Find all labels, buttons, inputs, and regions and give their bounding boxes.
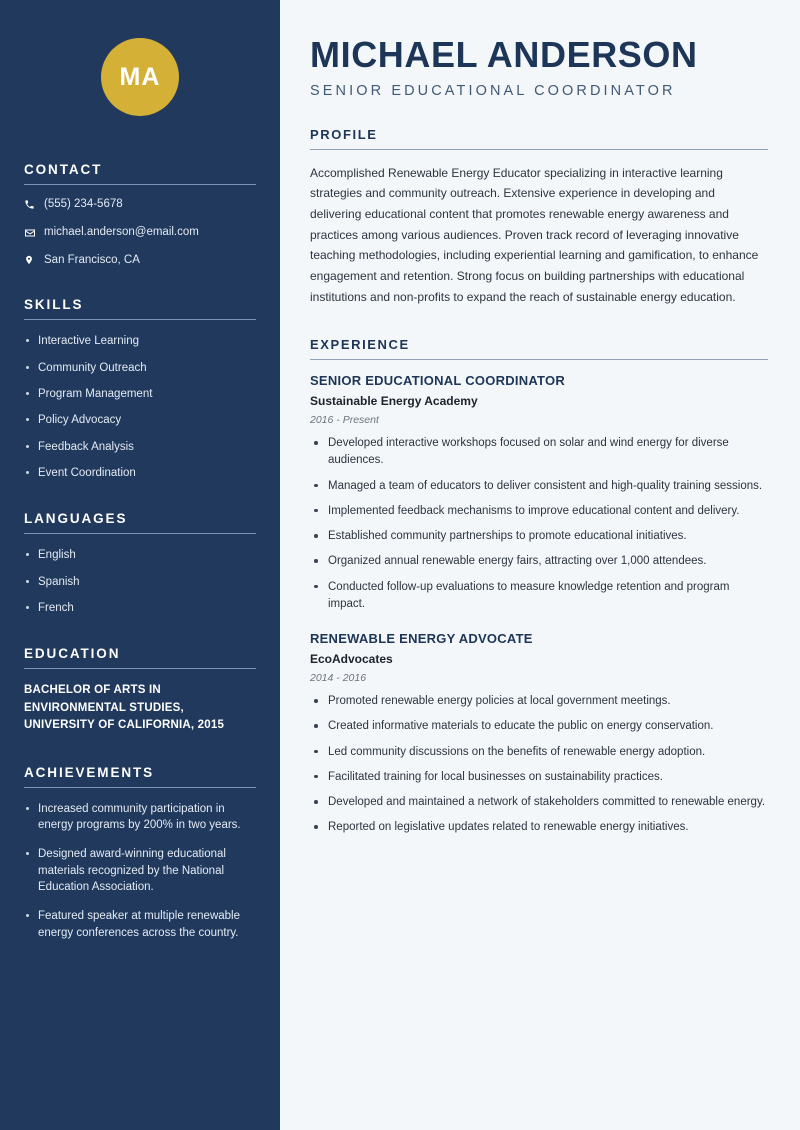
- list-item: Developed and maintained a network of stakeholders committed to renewable energy.: [310, 794, 768, 811]
- education-section: [24, 646, 256, 734]
- envelope-icon: [24, 227, 44, 239]
- profile-section: [310, 127, 768, 307]
- contact-location-row[interactable]: [24, 254, 256, 268]
- skills-heading: SKILLS: [24, 297, 84, 313]
- skills-section: [24, 297, 256, 481]
- avatar-container: [24, 0, 256, 162]
- contact-email-value: michael.anderson@email.com: [44, 225, 199, 238]
- professional-subtitle: SENIOR EDUCATIONAL COORDINATOR: [310, 82, 676, 99]
- contact-location-value: San Francisco, CA: [44, 253, 140, 266]
- job-bullet-list: [310, 435, 768, 613]
- contact-section: [24, 162, 256, 267]
- main-content: [280, 0, 800, 1130]
- job-company: EcoAdvocates: [310, 652, 393, 667]
- map-pin-icon: [24, 254, 44, 266]
- languages-divider: [24, 533, 256, 534]
- list-item: Increased community participation in energy programs by 200% in two years.: [24, 801, 256, 834]
- list-item: Led community discussions on the benefits of renewable energy adoption.: [310, 744, 768, 761]
- job-title: RENEWABLE ENERGY ADVOCATE: [310, 631, 533, 647]
- list-item: Established community partnerships to promote educational initiatives.: [310, 528, 768, 545]
- list-item: Reported on legislative updates related to renewable energy initiatives.: [310, 819, 768, 836]
- list-item: Feedback Analysis: [24, 439, 256, 455]
- profile-divider: [310, 149, 768, 150]
- list-item: Facilitated training for local businesses on sustainability practices.: [310, 769, 768, 786]
- achievements-list: [24, 801, 256, 941]
- list-item: Developed interactive workshops focused on solar and wind energy for diverse audiences.: [310, 435, 768, 470]
- job-dates: 2014 - 2016: [310, 672, 367, 685]
- profile-heading: PROFILE: [310, 126, 378, 142]
- achievements-section: [24, 765, 256, 941]
- page-title: MICHAEL ANDERSON: [310, 34, 698, 75]
- job-dates: 2016 - Present: [310, 414, 379, 427]
- list-item: Created informative materials to educate the public on energy conservation.: [310, 718, 768, 735]
- experience-section: [310, 337, 768, 837]
- list-item: English: [24, 547, 256, 563]
- list-item: Interactive Learning: [24, 333, 256, 349]
- list-item: Conducted follow-up evaluations to measure knowledge retention and program impact.: [310, 579, 768, 614]
- contact-phone-row[interactable]: [24, 198, 256, 212]
- education-entry: BACHELOR OF ARTS IN ENVIRONMENTAL STUDIES, UNIVERSITY OF CALIFORNIA, 2015: [24, 684, 225, 732]
- list-item: Featured speaker at multiple renewable energy conferences across the country.: [24, 908, 256, 941]
- achievements-divider: [24, 787, 256, 788]
- contact-divider: [24, 184, 256, 185]
- list-item: Implemented feedback mechanisms to improve educational content and delivery.: [310, 503, 768, 520]
- list-item: Policy Advocacy: [24, 412, 256, 428]
- list-item: Organized annual renewable energy fairs, attracting over 1,000 attendees.: [310, 553, 768, 570]
- list-item: Promoted renewable energy policies at local government meetings.: [310, 693, 768, 710]
- languages-list: [24, 547, 256, 616]
- job-bullet-list: [310, 693, 768, 837]
- education-heading: EDUCATION: [24, 646, 121, 662]
- list-item: Event Coordination: [24, 465, 256, 481]
- contact-email-row[interactable]: [24, 226, 256, 240]
- languages-section: [24, 511, 256, 616]
- sidebar: [0, 0, 280, 1130]
- list-item: Managed a team of educators to deliver consistent and high-quality training sessions.: [310, 478, 768, 495]
- experience-entry: [310, 373, 768, 613]
- experience-heading: EXPERIENCE: [310, 337, 410, 353]
- experience-entry: [310, 631, 768, 837]
- list-item: Spanish: [24, 574, 256, 590]
- avatar: MA: [101, 38, 179, 116]
- contact-heading: CONTACT: [24, 162, 103, 177]
- experience-divider: [310, 359, 768, 360]
- skills-list: [24, 333, 256, 481]
- list-item: French: [24, 600, 256, 616]
- job-company: Sustainable Energy Academy: [310, 394, 478, 409]
- list-item: Designed award-winning educational materials recognized by the National Education Association.: [24, 846, 256, 895]
- achievements-heading: ACHIEVEMENTS: [24, 764, 155, 780]
- phone-icon: [24, 199, 44, 210]
- skills-divider: [24, 319, 256, 320]
- list-item: Program Management: [24, 386, 256, 402]
- education-divider: [24, 668, 256, 669]
- list-item: Community Outreach: [24, 360, 256, 376]
- contact-phone-value: (555) 234-5678: [44, 198, 123, 210]
- profile-text: Accomplished Renewable Energy Educator specializing in interactive learning strategies and community outreach. Extensive experience in developing and delivering educational content that promotes renewable energy awareness and practices among various audiences. Proven track record of leveraging innovative teaching methodologies, including experiential learning and gamification, to enhance engagement and retention. Strong focus on building partnerships with educational institutions and non-profits to expand the reach of sustainable energy education.: [310, 165, 759, 304]
- job-title: SENIOR EDUCATIONAL COORDINATOR: [310, 373, 565, 389]
- languages-heading: LANGUAGES: [24, 511, 128, 527]
